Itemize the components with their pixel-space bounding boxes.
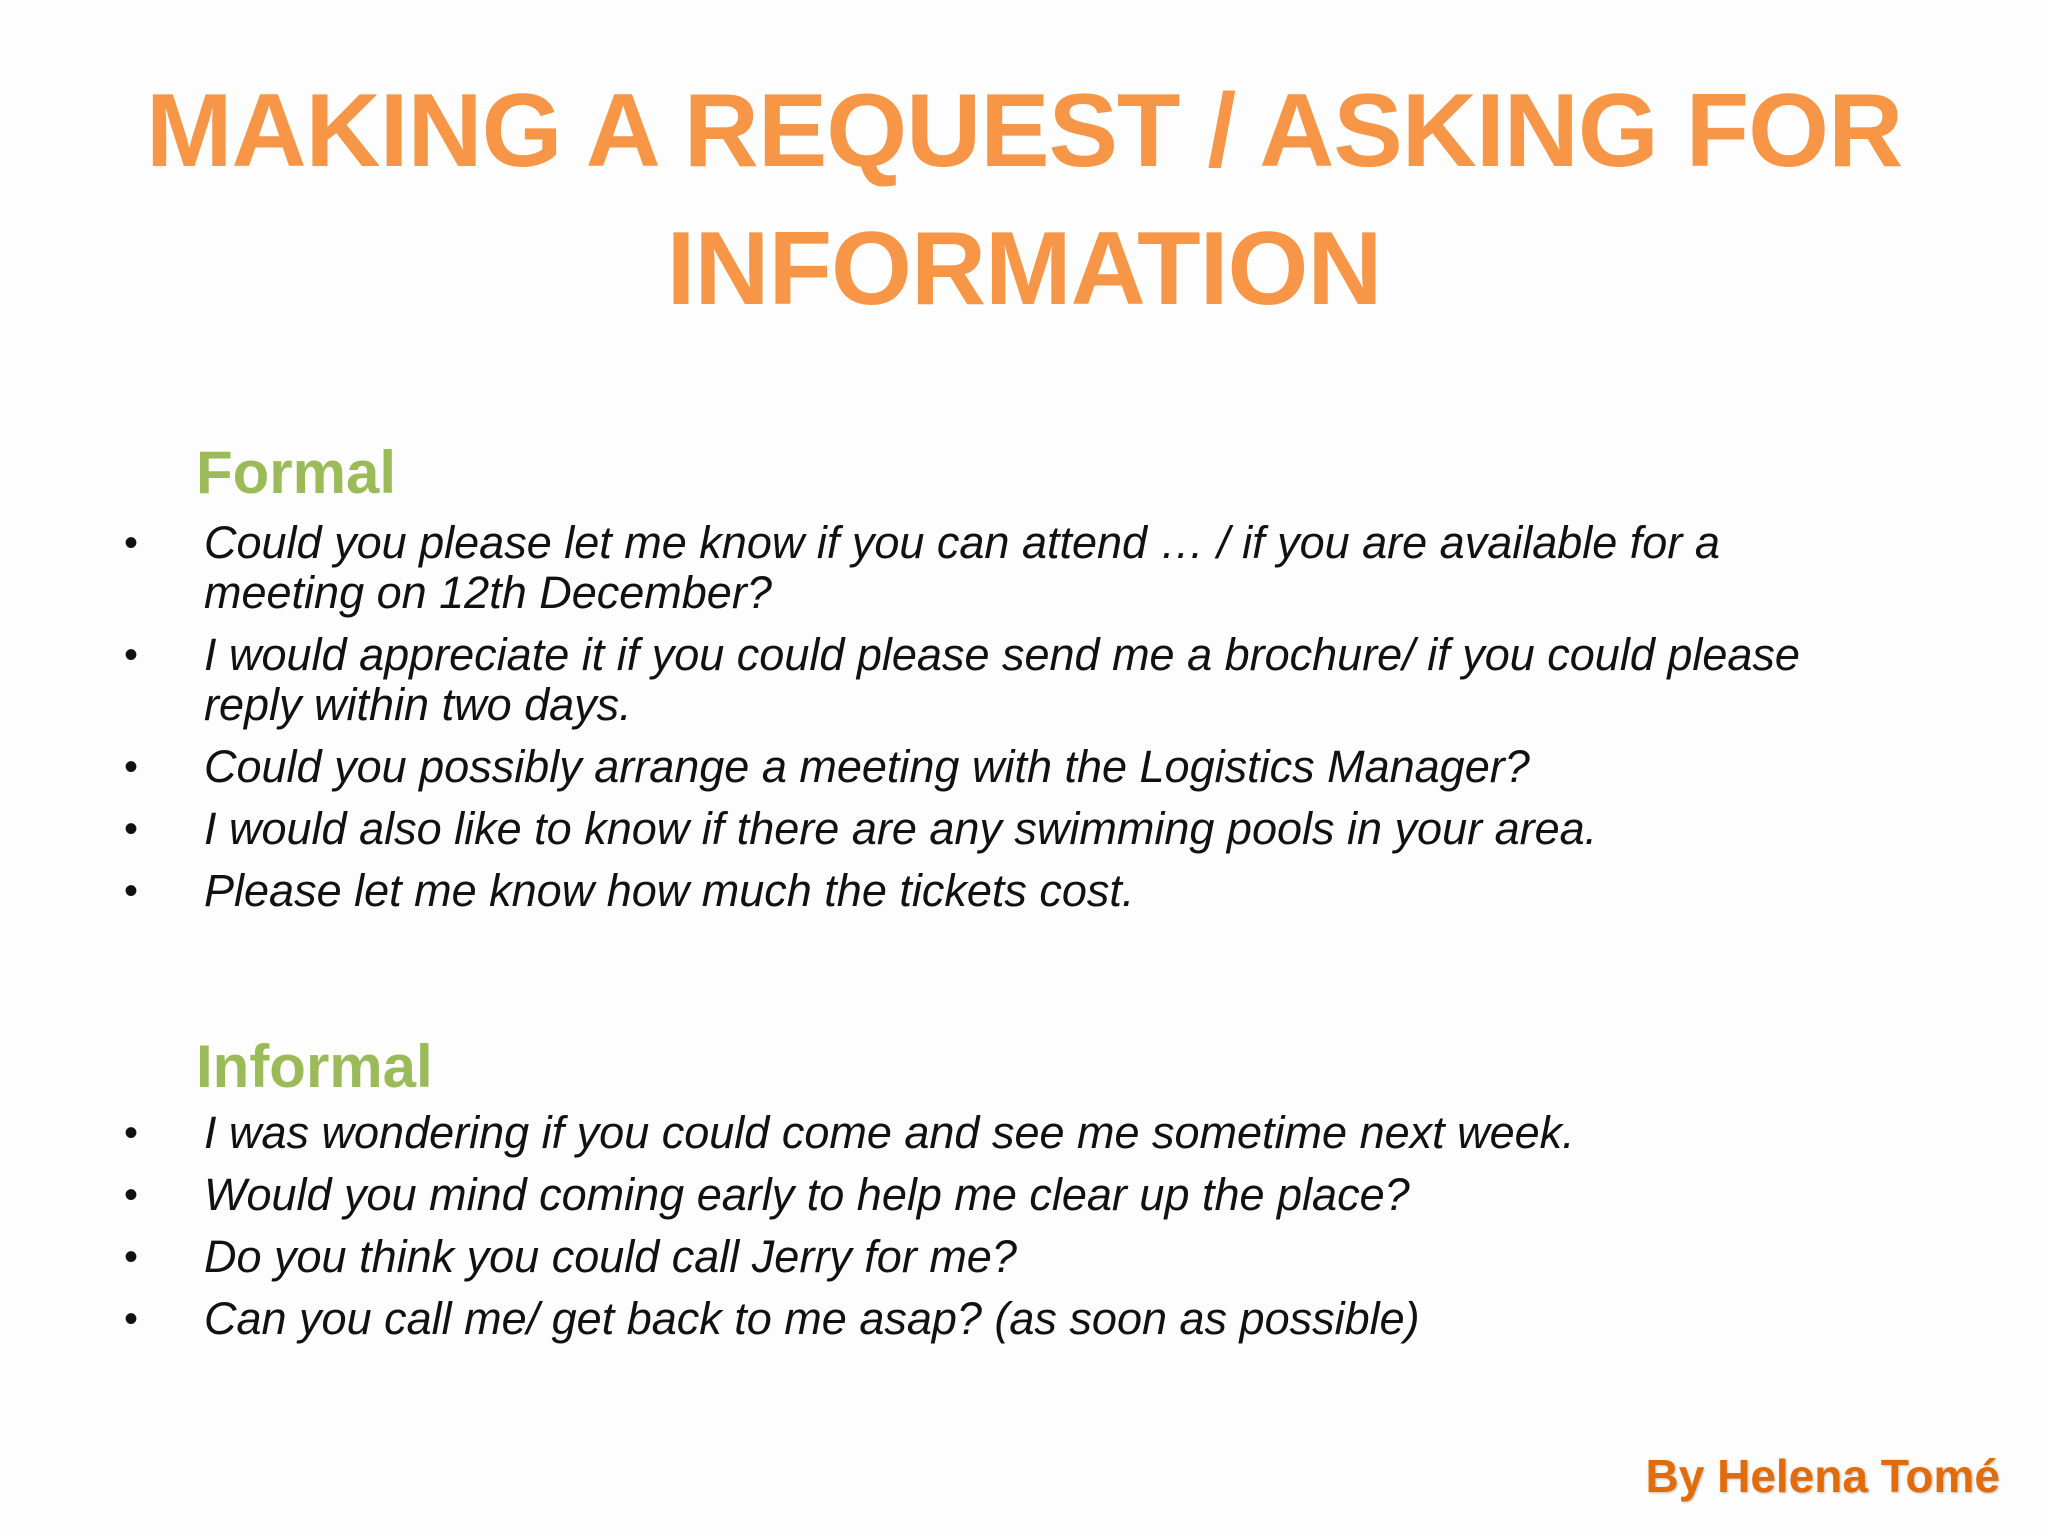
list-item-line: Do you think you could call Jerry for me? <box>204 1231 1017 1282</box>
list-item <box>0 804 2048 854</box>
title-line-2: INFORMATION <box>666 211 1382 327</box>
bullet-icon: • <box>124 1173 139 1217</box>
bullet-icon: • <box>124 1111 139 1155</box>
list-item <box>0 866 2048 916</box>
bullet-icon: • <box>124 869 139 913</box>
bullet-icon: • <box>124 1235 139 1279</box>
formal-list <box>0 518 2048 928</box>
slide-title <box>0 62 2048 338</box>
informal-list <box>0 1108 2048 1356</box>
bullet-icon: • <box>124 807 139 851</box>
list-item-line: Would you mind coming early to help me clear up the place? <box>204 1169 1410 1220</box>
list-item-line: Could you possibly arrange a meeting with the Logistics Manager? <box>204 741 1530 792</box>
list-item-line: Can you call me/ get back to me asap? (as soon as possible) <box>204 1293 1420 1344</box>
list-item <box>0 1170 2048 1220</box>
list-item-line: I would also like to know if there are any swimming pools in your area. <box>204 803 1598 854</box>
formal-heading: Formal <box>196 439 397 506</box>
author-credit: By Helena Tomé <box>1645 1450 2000 1502</box>
list-item-line: reply within two days. <box>204 679 632 730</box>
bullet-icon: • <box>124 1297 139 1341</box>
list-item <box>0 518 2048 618</box>
title-line-1: MAKING A REQUEST / ASKING FOR <box>145 73 1903 189</box>
list-item <box>0 1108 2048 1158</box>
list-item-line: meeting on 12th December? <box>204 567 772 618</box>
list-item <box>0 742 2048 792</box>
list-item-line: I would appreciate it if you could please send me a brochure/ if you could please <box>204 629 1800 680</box>
bullet-icon: • <box>124 633 139 677</box>
list-item <box>0 1294 2048 1344</box>
list-item-line: Please let me know how much the tickets cost. <box>204 865 1135 916</box>
informal-heading: Informal <box>196 1033 433 1100</box>
list-item <box>0 630 2048 730</box>
bullet-icon: • <box>124 745 139 789</box>
list-item-line: I was wondering if you could come and see me sometime next week. <box>204 1107 1575 1158</box>
list-item-line: Could you please let me know if you can attend … / if you are available for a <box>204 517 1720 568</box>
list-item <box>0 1232 2048 1282</box>
bullet-icon: • <box>124 521 139 565</box>
